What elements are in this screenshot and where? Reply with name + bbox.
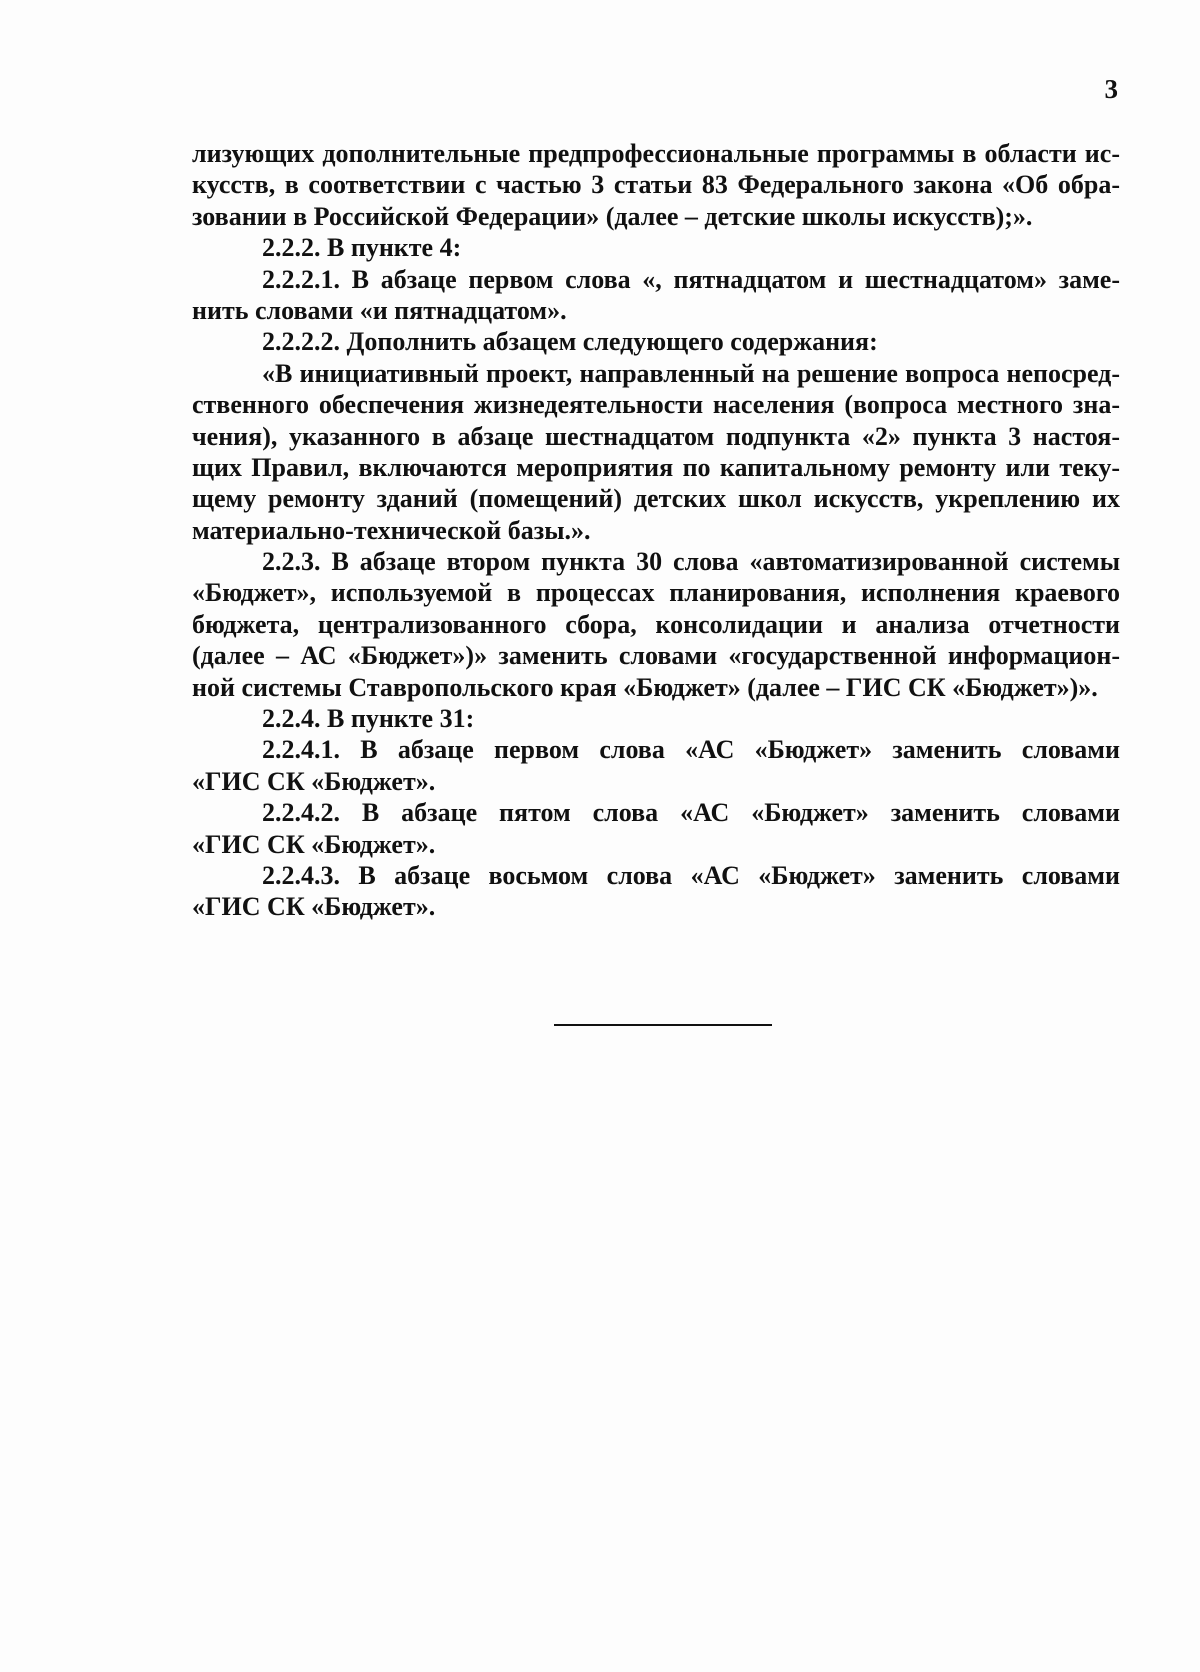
text-line: «ГИС СК «Бюджет». bbox=[192, 829, 436, 859]
text-line: 2.2.2.2. Дополнить абзацем следующего содержания: bbox=[262, 327, 878, 357]
text-line: кусств, в соответствии с частью 3 статьи 83 Федерального закона «Об обра- bbox=[192, 170, 1120, 200]
text-line: 2.2.4. В пункте 31: bbox=[262, 704, 475, 734]
closing-divider bbox=[554, 1024, 772, 1026]
text-line: 2.2.2. В пункте 4: bbox=[262, 233, 462, 263]
text-line: «В инициативный проект, направленный на решение вопроса непосред- bbox=[262, 358, 1120, 388]
document-body bbox=[192, 138, 1120, 923]
text-line: «ГИС СК «Бюджет». bbox=[192, 892, 436, 922]
text-line: «ГИС СК «Бюджет». bbox=[192, 766, 436, 796]
text-line: 2.2.2.1. В абзаце первом слова «, пятнадцатом и шестнадцатом» заме- bbox=[262, 264, 1120, 294]
text-line: 2.2.3. В абзаце втором пункта 30 слова «автоматизированной системы bbox=[262, 547, 1120, 577]
text-line: щих Правил, включаются мероприятия по капитальному ремонту или теку- bbox=[192, 452, 1120, 482]
text-line: материально-технической базы.». bbox=[192, 515, 591, 545]
text-line: «Бюджет», используемой в процессах планирования, исполнения краевого bbox=[192, 578, 1120, 608]
text-line: (далее – АС «Бюджет»)» заменить словами «государственной информацион- bbox=[192, 641, 1120, 671]
text-line: нить словами «и пятнадцатом». bbox=[192, 295, 567, 325]
page-number: 3 bbox=[1104, 74, 1118, 104]
text-line: чения), указанного в абзаце шестнадцатом подпункта «2» пункта 3 настоя- bbox=[192, 421, 1120, 451]
text-line: 2.2.4.2. В абзаце пятом слова «АС «Бюджет» заменить словами bbox=[262, 798, 1120, 828]
text-line: ственного обеспечения жизнедеятельности населения (вопроса местного зна- bbox=[192, 390, 1120, 420]
text-line: бюджета, централизованного сбора, консолидации и анализа отчетности bbox=[192, 609, 1120, 639]
text-line: щему ремонту зданий (помещений) детских школ искусств, укреплению их bbox=[192, 484, 1120, 514]
text-line: 2.2.4.3. В абзаце восьмом слова «АС «Бюджет» заменить словами bbox=[262, 860, 1120, 890]
text-line: зовании в Российской Федерации» (далее – детские школы искусств);». bbox=[192, 201, 1033, 231]
text-line: лизующих дополнительные предпрофессиональные программы в области ис- bbox=[192, 139, 1120, 168]
text-line: 2.2.4.1. В абзаце первом слова «АС «Бюджет» заменить словами bbox=[262, 735, 1120, 765]
text-line: ной системы Ставропольского края «Бюджет» (далее – ГИС СК «Бюджет»)». bbox=[192, 672, 1098, 702]
